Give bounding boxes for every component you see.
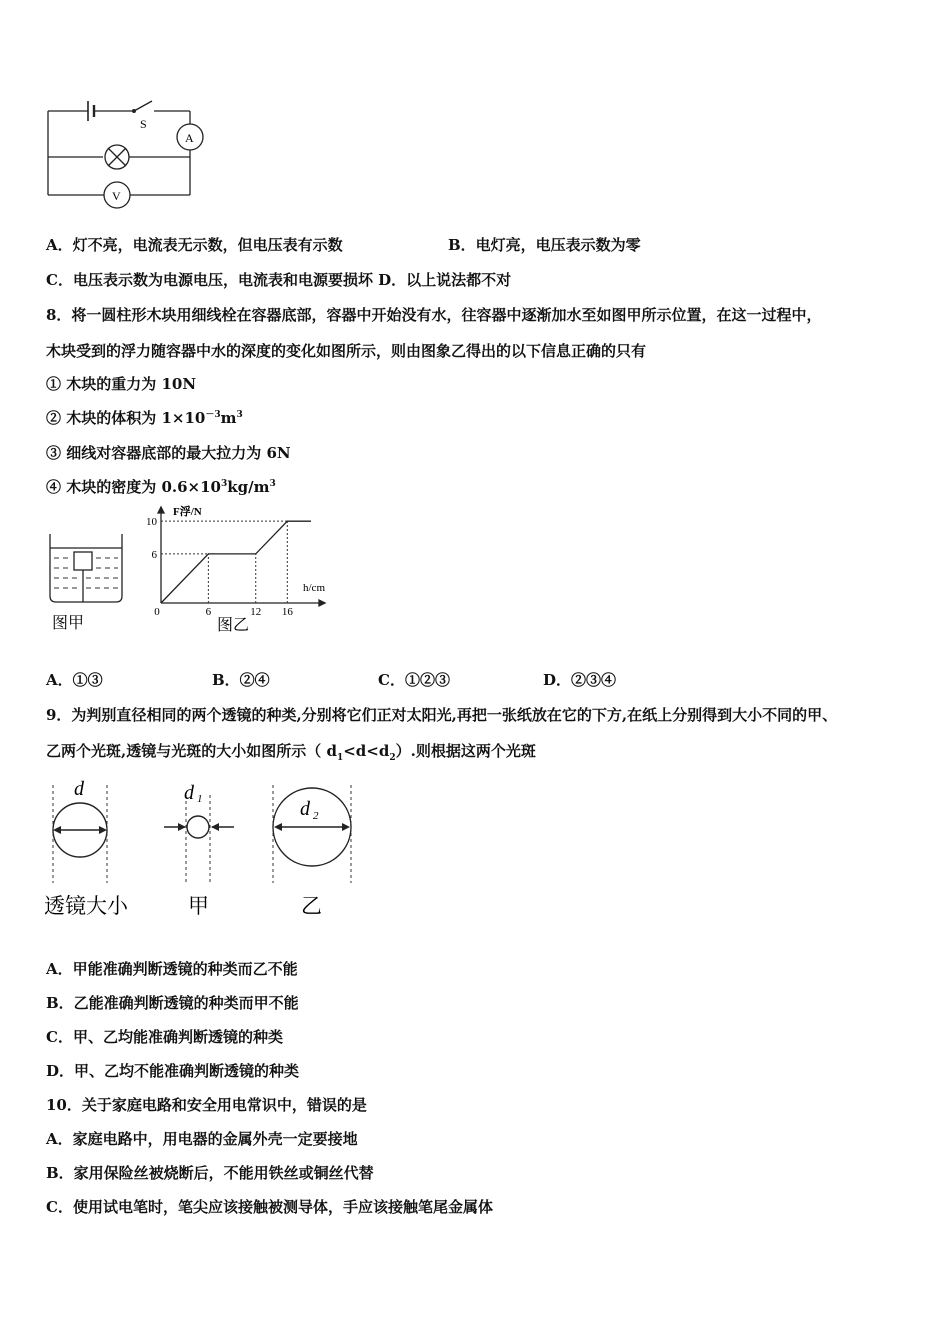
- q7-option-c-d: C．电压表示数为电源电压，电流表和电源要损坏 D．以上说法都不对: [46, 271, 512, 289]
- q9-option-c: C．甲、乙均能准确判断透镜的种类: [46, 1028, 283, 1046]
- caption-jia: 甲: [188, 894, 209, 918]
- switch-label: S: [140, 117, 147, 131]
- label-d2-sub: 2: [313, 810, 319, 822]
- q7-option-b: B．电灯亮，电压表示数为零: [448, 236, 641, 254]
- q8-stem-line2: 木块受到的浮力随容器中水的深度的变化如图所示，则由图象乙得出的以下信息正确的只有: [46, 342, 647, 360]
- label-d1: d: [184, 782, 194, 804]
- label-d1-sub: 1: [197, 793, 203, 805]
- q8-statement-1: ① 木块的重力为 10N: [46, 375, 197, 393]
- label-d2: d: [300, 798, 310, 820]
- buoyancy-chart: [145, 505, 345, 640]
- chart-x-tick-0: 0: [154, 606, 160, 618]
- ammeter-label: A: [185, 131, 194, 145]
- caption-yi: 乙: [301, 894, 322, 918]
- q7-option-a: A．灯不亮，电流表无示数，但电压表有示数: [46, 236, 343, 254]
- fig-jia-caption: 图甲: [52, 615, 85, 632]
- label-d: d: [74, 778, 84, 800]
- q8-option-d: D．②③④: [543, 671, 617, 689]
- buoyancy-series-line: [161, 521, 311, 603]
- chart-x-tick-16: 16: [281, 606, 293, 618]
- q8-option-b: B．②④: [212, 671, 270, 689]
- q9-stem-line1: 9．为判别直径相同的两个透镜的种类,分别将它们正对太阳光,再把一张纸放在它的下方,在纸上分别得到大小不同的甲、: [46, 706, 838, 724]
- chart-y-axis-label: F浮/N: [173, 506, 202, 518]
- chart-y-arrow: [158, 507, 164, 513]
- q9-stem-line2: 乙两个光斑,透镜与光斑的大小如图所示（ $d_1<d<d_2$）.则根据这两个光斑: [46, 742, 536, 763]
- chart-x-tick-6: 6: [205, 606, 212, 618]
- chart-x-axis-label: h/cm: [303, 582, 325, 594]
- q9-option-d: D．甲、乙均不能准确判断透镜的种类: [46, 1062, 300, 1080]
- q10-option-a: A．家庭电路中，用电器的金属外壳一定要接地: [46, 1130, 358, 1148]
- q8-stem-line1: 8．将一圆柱形木块用细线栓在容器底部，容器中开始没有水，往容器中逐渐加水至如图甲所示位置，在这一过程中，: [46, 306, 822, 324]
- container-figure: [46, 528, 136, 638]
- caption-lens-size: 透镜大小: [44, 894, 128, 918]
- fig-yi-caption: 图乙: [217, 617, 250, 634]
- q9-option-b: B．乙能准确判断透镜的种类而甲不能: [46, 994, 299, 1012]
- q9-option-a: A．甲能准确判断透镜的种类而乙不能: [46, 960, 298, 978]
- circuit-diagram: [40, 95, 210, 220]
- chart-y-tick-6: 6: [151, 548, 157, 561]
- q10-option-c: C．使用试电笔时，笔尖应该接触被测导体，手应该接触笔尾金属体: [46, 1198, 493, 1216]
- voltmeter-label: V: [112, 189, 121, 203]
- chart-y-tick-10: 10: [146, 516, 157, 529]
- q10-option-b: B．家用保险丝被烧断后，不能用铁丝或铜丝代替: [46, 1164, 374, 1182]
- q10-stem: 10．关于家庭电路和安全用电常识中，错误的是: [46, 1096, 367, 1114]
- q8-statement-4: ④ 木块的密度为 $0.6\times 10^3kg/m^3$: [46, 478, 276, 496]
- chart-x-arrow: [319, 600, 325, 606]
- q8-option-c: C．①②③: [378, 671, 450, 689]
- q8-statement-3: ③ 细线对容器底部的最大拉力为 6N: [46, 444, 291, 462]
- lens-spot-figure: [40, 775, 370, 925]
- q8-statement-2: ② 木块的体积为 $1\times 10^{-3}m^3$: [46, 409, 243, 427]
- chart-x-tick-12: 12: [250, 606, 262, 618]
- q8-option-a: A．①③: [46, 671, 103, 689]
